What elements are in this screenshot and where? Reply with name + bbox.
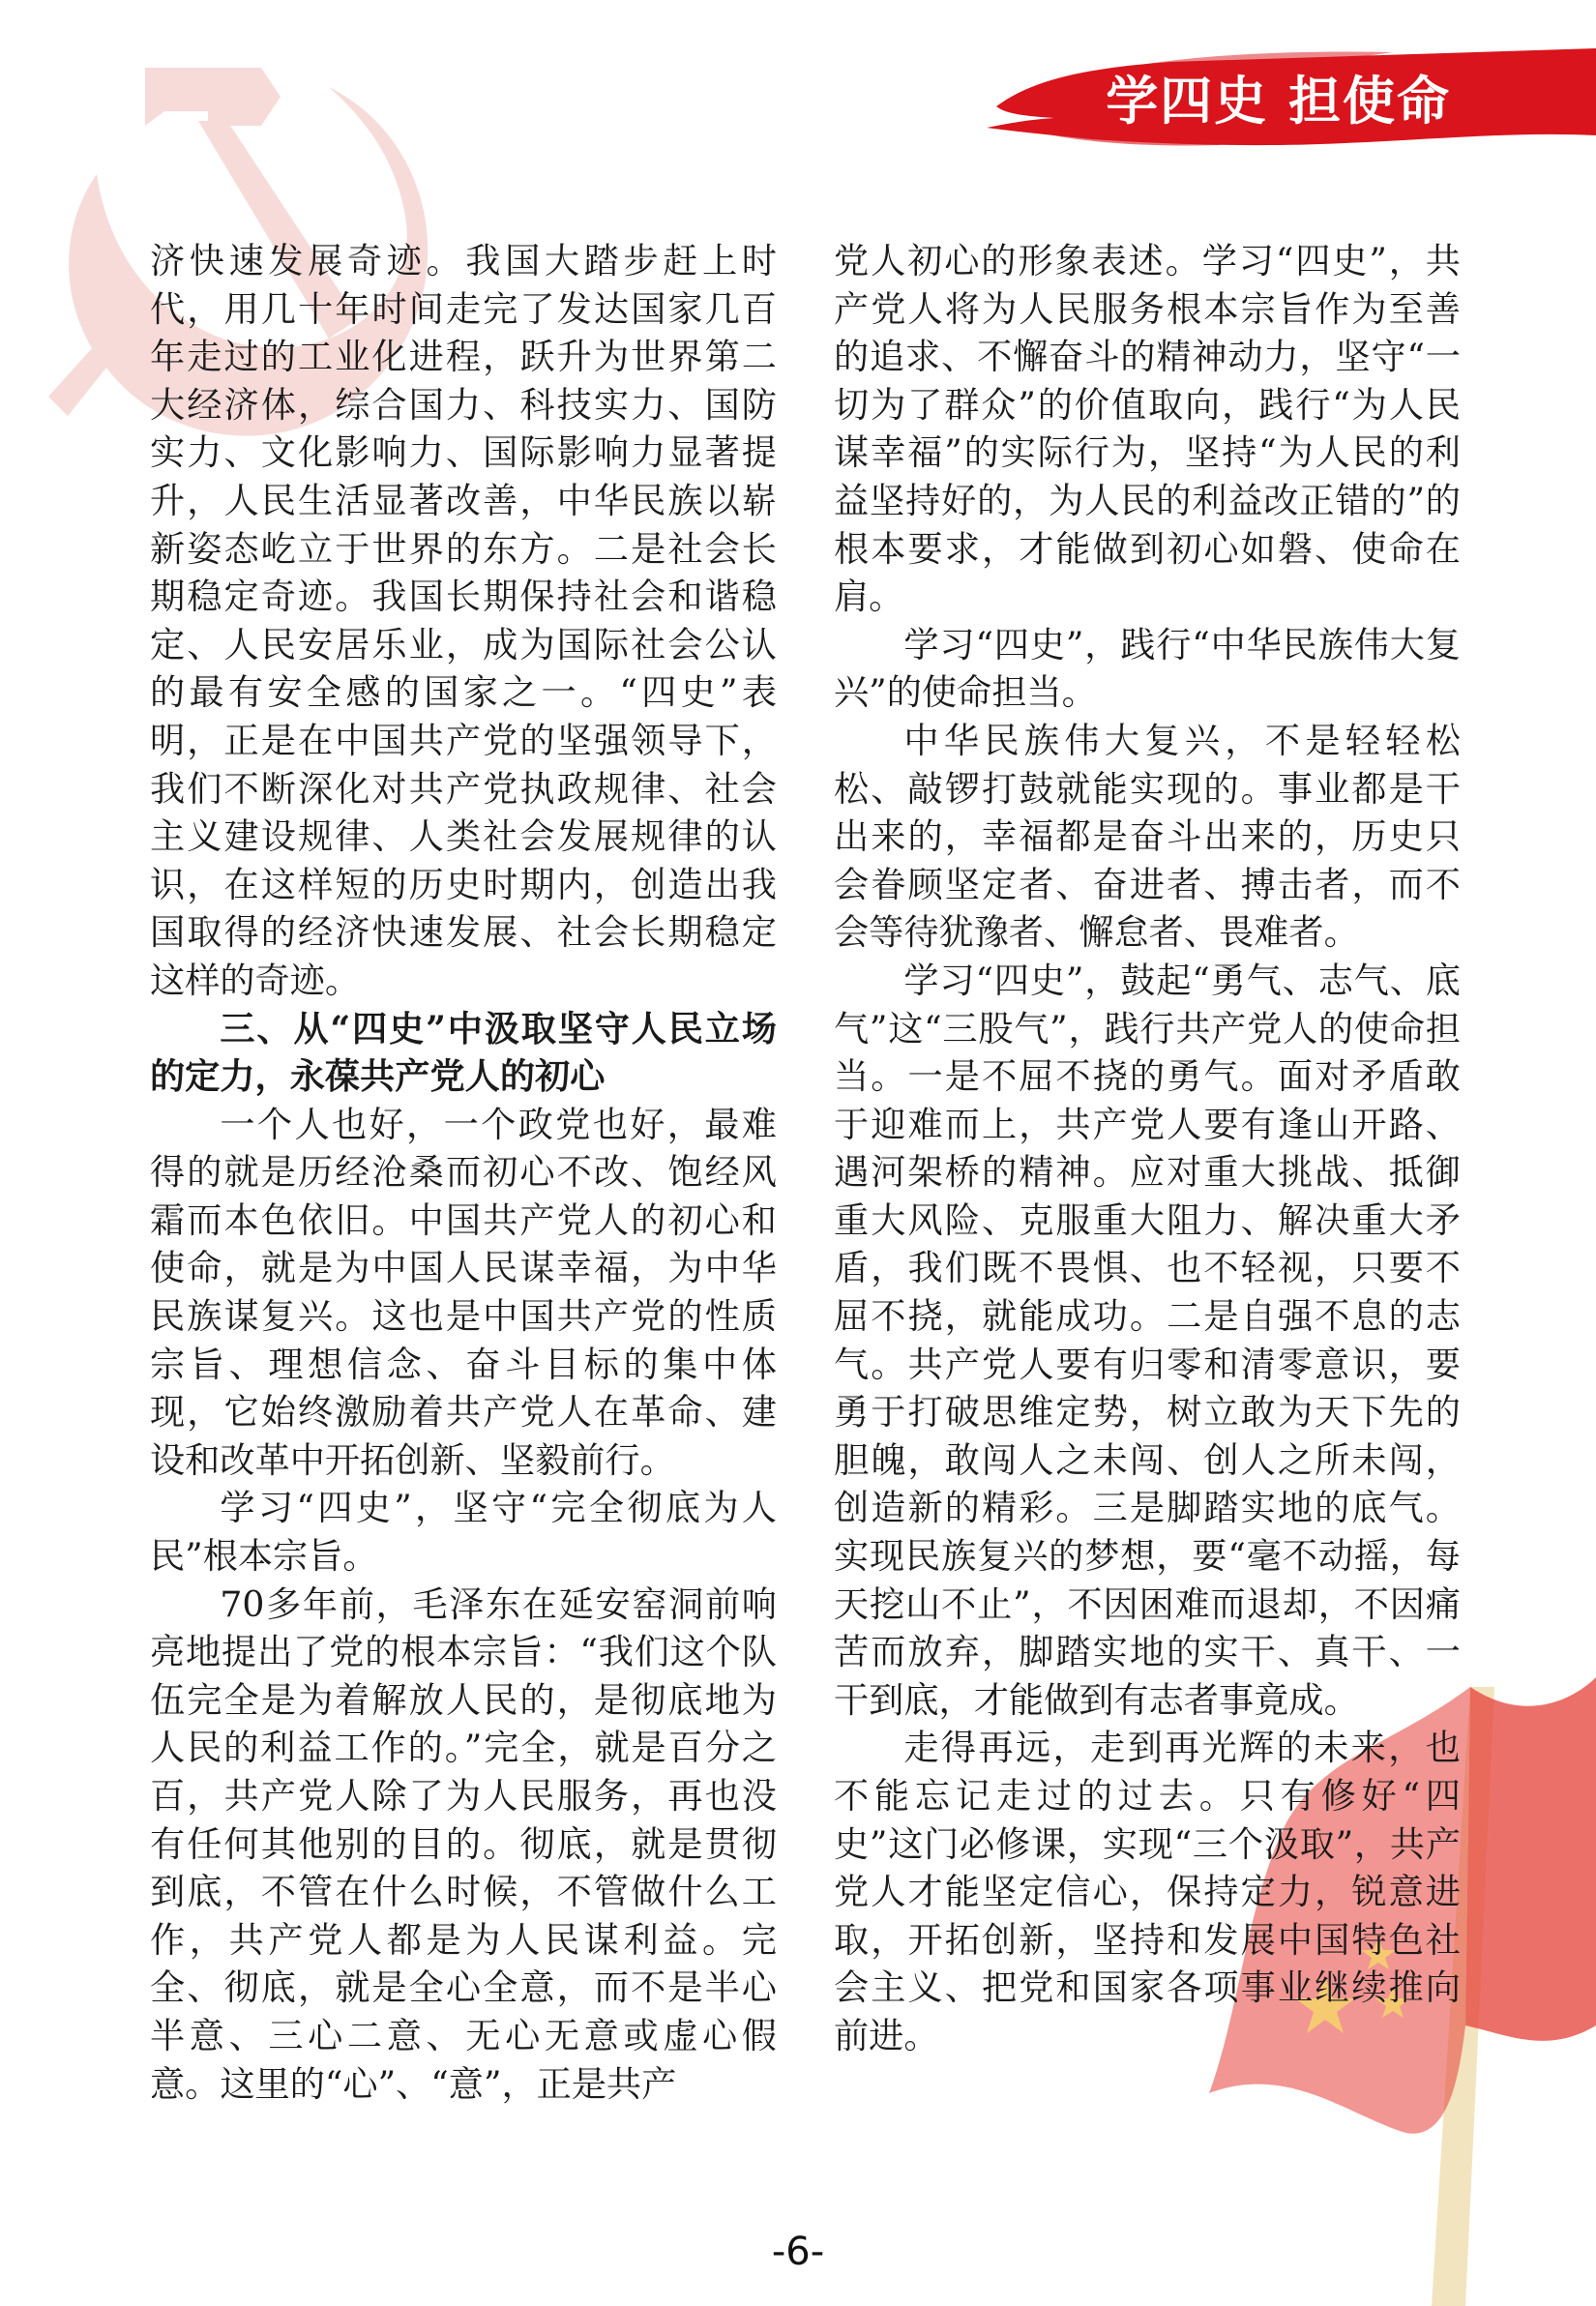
paragraph: 学习“四史”，践行“中华民族伟大复兴”的使命担当。 [834,623,1461,714]
paragraph: 学习“四史”，鼓起“勇气、志气、底气”这“三股气”，践行共产党人的使命担当。一是不屈不挠的勇气。面对矛盾敢于迎难而上，共产党人要有逢山开路、遇河架桥的精神。应对重大挑战、抵御重大风险、克服重大阻力、解决重大矛盾，我们既不畏惧、也不轻视，只要不屈不挠，就能成功。二是自强不息的志气。共产党人要有归零和清零意识，要勇于打破思维定势，树立敢为天下先的胆魄，敢闯人之未闯、创人之所未闯，创造新的精彩。三是脚踏实地的底气。实现民族复兴的梦想，要“毫不动摇，每天挖山不止”，不因困难而退却，不因痛苦而放弃，脚踏实地的实干、真干、一干到底，才能做到有志者事竟成。 [834,959,1461,1721]
paragraph: 济快速发展奇迹。我国大踏步赶上时代，用几十年时间走完了发达国家几百年走过的工业化进程，跃升为世界第二大经济体，综合国力、科技实力、国防实力、文化影响力、国际影响力显著提升，人民生活显著改善，中华民族以崭新姿态屹立于世界的东方。二是社会长期稳定奇迹。我国长期保持社会和谐稳定、人民安居乐业，成为国际社会公认的最有安全感的国家之一。“四史”表明，正是在中国共产党的坚强领导下，我们不断深化对共产党执政规律、社会主义建设规律、人类社会发展规律的认识，在这样短的历史时期内，创造出我国取得的经济快速发展、社会长期稳定这样的奇迹。 [150,240,777,1001]
paragraph: 一个人也好，一个政党也好，最难得的就是历经沧桑而初心不改、饱经风霜而本色依旧。中国共产党人的初心和使命，就是为中国人民谋幸福，为中华民族谋复兴。这也是中国共产党的性质宗旨、理想信念、奋斗目标的集中体现，它始终激励着共产党人在革命、建设和改革中开拓创新、坚毅前行。 [150,1103,777,1481]
banner-title: 学四史 担使命 [1106,71,1451,132]
left-column [150,237,777,2108]
page-number: -6- [771,2230,825,2274]
section-heading: 三、从“四史”中汲取坚守人民立场的定力，永葆共产党人的初心 [150,1007,777,1098]
paragraph: 中华民族伟大复兴，不是轻轻松松、敲锣打鼓就能实现的。事业都是干出来的，幸福都是奋斗出来的，历史只会眷顾坚定者、奋进者、搏击者，而不会等待犹豫者、懈怠者、畏难者。 [834,719,1461,954]
right-column [834,237,1461,2060]
paragraph: 走得再远，走到再光辉的未来，也不能忘记走过的过去。只有修好“四史”这门必修课，实现“三个汲取”，共产党人才能坚定信心，保持定力，锐意进取，开拓创新，坚持和发展中国特色社会主义、把党和国家各项事业继续推向前进。 [834,1727,1461,2056]
paragraph: 70多年前，毛泽东在延安窑洞前响亮地提出了党的根本宗旨：“我们这个队伍完全是为着解放人民的，是彻底地为人民的利益工作的。”完全，就是百分之百，共产党人除了为人民服务，再也没有任何其他别的目的。彻底，就是贯彻到底，不管在什么时候，不管做什么工作，共产党人都是为人民谋利益。完全、彻底，就是全心全意，而不是半心半意、三心二意、无心无意或虚心假意。这里的“心”、“意”，正是共产 [150,1582,777,2105]
paragraph: 学习“四史”，坚守“完全彻底为人民”根本宗旨。 [150,1487,777,1578]
header-banner [977,39,1596,155]
paragraph: 党人初心的形象表述。学习“四史”，共产党人将为人民服务根本宗旨作为至善的追求、不懈奋斗的精神动力，坚守“一切为了群众”的价值取向，践行“为人民谋幸福”的实际行为，坚持“为人民的利益坚持好的，为人民的利益改正错的”的根本要求，才能做到初心如磐、使命在肩。 [834,240,1461,618]
